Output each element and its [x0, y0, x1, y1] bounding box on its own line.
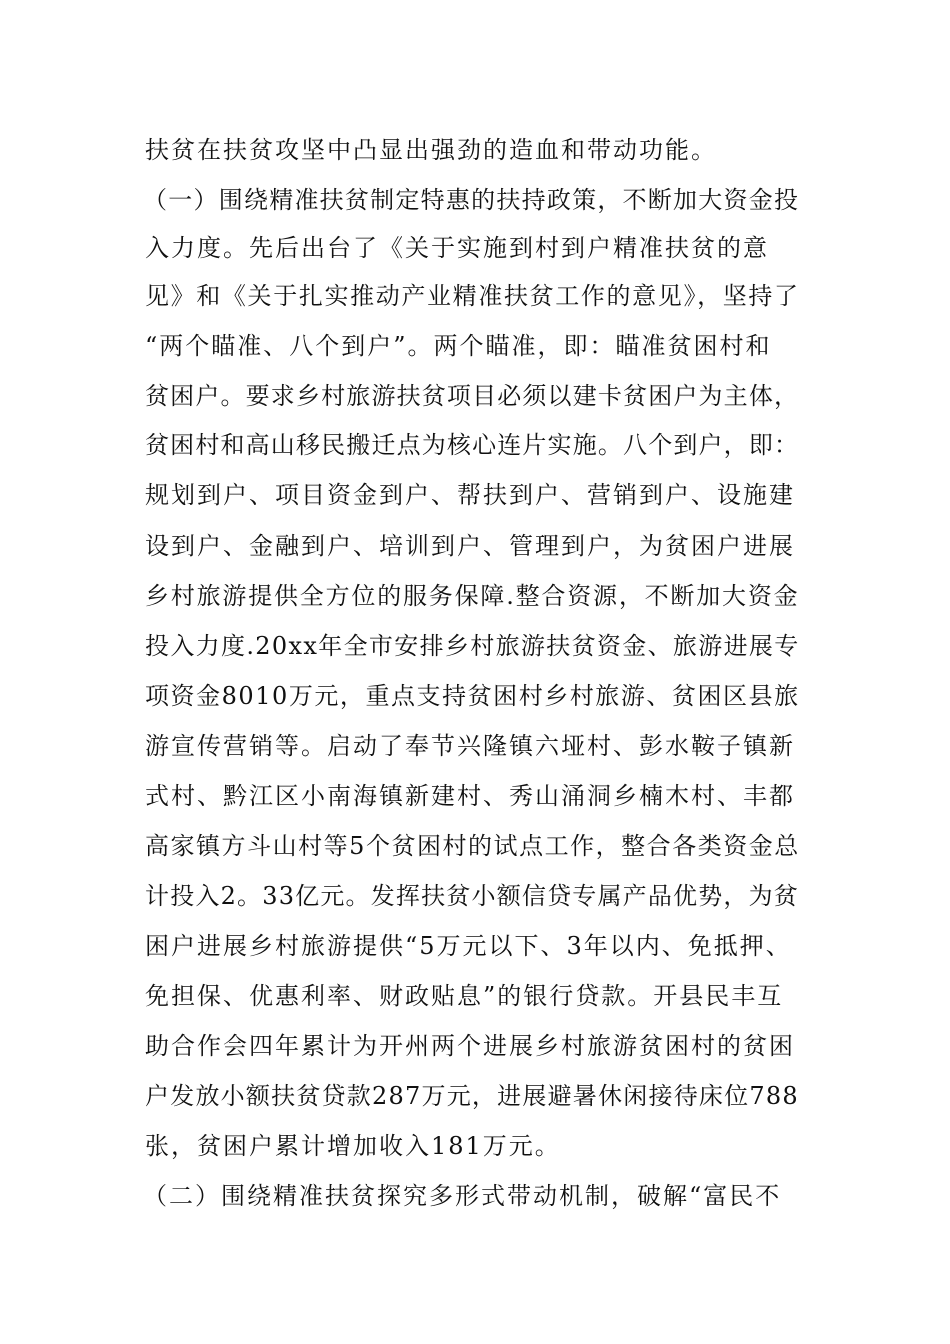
text-line: 困户进展乡村旅游提供“5万元以下、3年以内、免抵押、 [145, 932, 792, 960]
text-line: 式村、黔江区小南海镇新建村、秀山涌洞乡楠木村、丰都 [145, 782, 795, 810]
text-line: 扶贫在扶贫攻坚中凸显出强劲的造血和带动功能。 [145, 136, 717, 164]
text-line: 投入力度.20xx年全市安排乡村旅游扶贫资金、旅游进展专 [145, 632, 800, 660]
text-line: 贫困户。要求乡村旅游扶贫项目必须以建卡贫困户为主体， [145, 382, 800, 410]
text-line: 免担保、优惠利率、财政贴息”的银行贷款。开县民丰互 [145, 982, 784, 1010]
text-line: 计投入2。33亿元。发挥扶贫小额信贷专属产品优势，为贫 [145, 882, 799, 910]
text-line: 乡村旅游提供全方位的服务保障.整合资源，不断加大资金 [145, 582, 800, 610]
text-line: 规划到户、项目资金到户、帮扶到户、营销到户、设施建 [145, 481, 795, 509]
text-line: 贫困村和高山移民搬迁点为核心连片实施。八个到户，即： [145, 431, 800, 459]
text-line: “两个瞄准、八个到户”。两个瞄准，即：瞄准贫困村和 [145, 332, 772, 360]
text-line: 高家镇方斗山村等5个贫困村的试点工作，整合各类资金总 [145, 832, 800, 860]
text-line: 游宣传营销等。启动了奉节兴隆镇六垭村、彭水鞍子镇新 [145, 732, 795, 760]
text-line: 户发放小额扶贫贷款287万元，进展避暑休闲接待床位788 [145, 1082, 799, 1110]
text-line: 项资金8010万元，重点支持贫困村乡村旅游、贫困区县旅 [145, 682, 800, 710]
text-line: 助合作会四年累计为开州两个进展乡村旅游贫困村的贫困 [145, 1032, 795, 1060]
text-line: 见》和《关于扎实推动产业精准扶贫工作的意见》，坚持了 [145, 282, 800, 310]
text-line: 设到户、金融到户、培训到户、管理到户，为贫困户进展 [145, 532, 795, 560]
text-line: （一）围绕精准扶贫制定特惠的扶持政策，不断加大资金投 [143, 186, 800, 214]
text-line: （二）围绕精准扶贫探究多形式带动机制，破解“富民不 [143, 1182, 782, 1210]
text-line: 张，贫困户累计增加收入181万元。 [145, 1132, 561, 1160]
text-line: 入力度。先后出台了《关于实施到村到户精准扶贫的意 [145, 234, 769, 262]
